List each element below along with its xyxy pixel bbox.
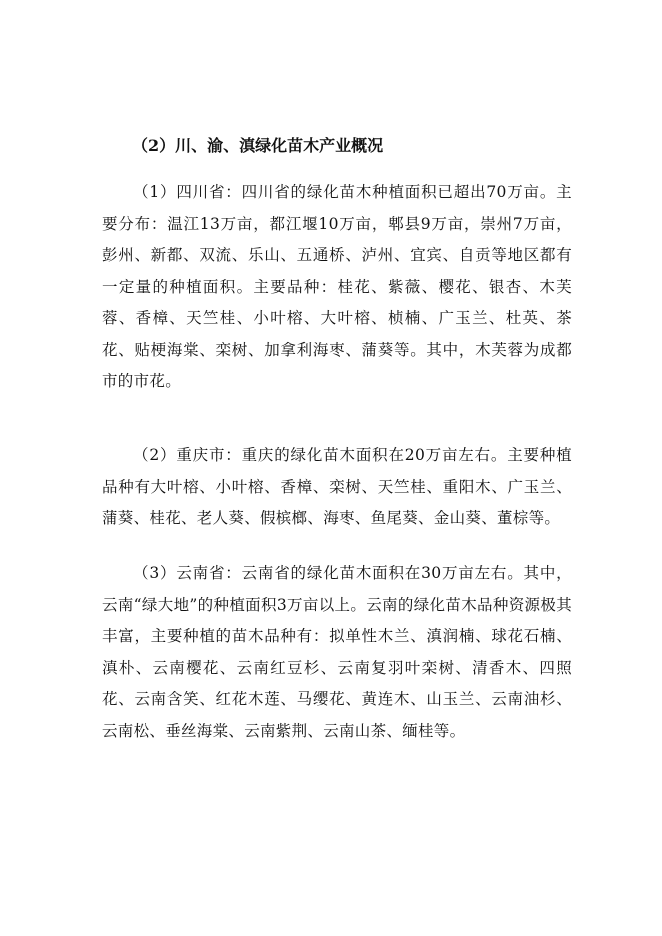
section-heading: （2）川、渝、滇绿化苗木产业概况 bbox=[132, 136, 384, 155]
paragraph-yunnan: （3）云南省：云南省的绿化苗木面积在30万亩左右。其中，云南“绿大地”的种植面积3万亩以上。云南的绿化苗木品种资源极其丰富，主要种植的苗木品种有：拟单性木兰、滇润楠、球花石楠、滇朴、云南樱花、云南红豆杉、云南复羽叶栾树、清香木、四照花、云南含笑、红花木莲、马缨花、黄连木、山玉兰、云南油杉、云南松、垂丝海棠、云南紫荆、云南山茶、缅桂等。 bbox=[102, 564, 572, 740]
paragraph-sichuan: （1）四川省：四川省的绿化苗木种植面积已超出70万亩。主要分布：温江13万亩，都江堰10万亩，郫县9万亩，崇州7万亩，彭州、新都、双流、乐山、五通桥、泸州、宜宾、自贡等地区都有一定量的种植面积。主要品种：桂花、紫薇、樱花、银杏、木芙蓉、香樟、天竺桂、小叶榕、大叶榕、桢楠、广玉兰、杜英、茶花、贴梗海棠、栾树、加拿利海枣、蒲葵等。其中，木芙蓉为成都市的市花。 bbox=[102, 183, 572, 390]
paragraph-chongqing: （2）重庆市：重庆的绿化苗木面积在20万亩左右。主要种植品种有大叶榕、小叶榕、香樟、栾树、天竺桂、重阳木、广玉兰、蒲葵、桂花、老人葵、假槟榔、海枣、鱼尾葵、金山葵、董棕等。 bbox=[102, 446, 572, 527]
